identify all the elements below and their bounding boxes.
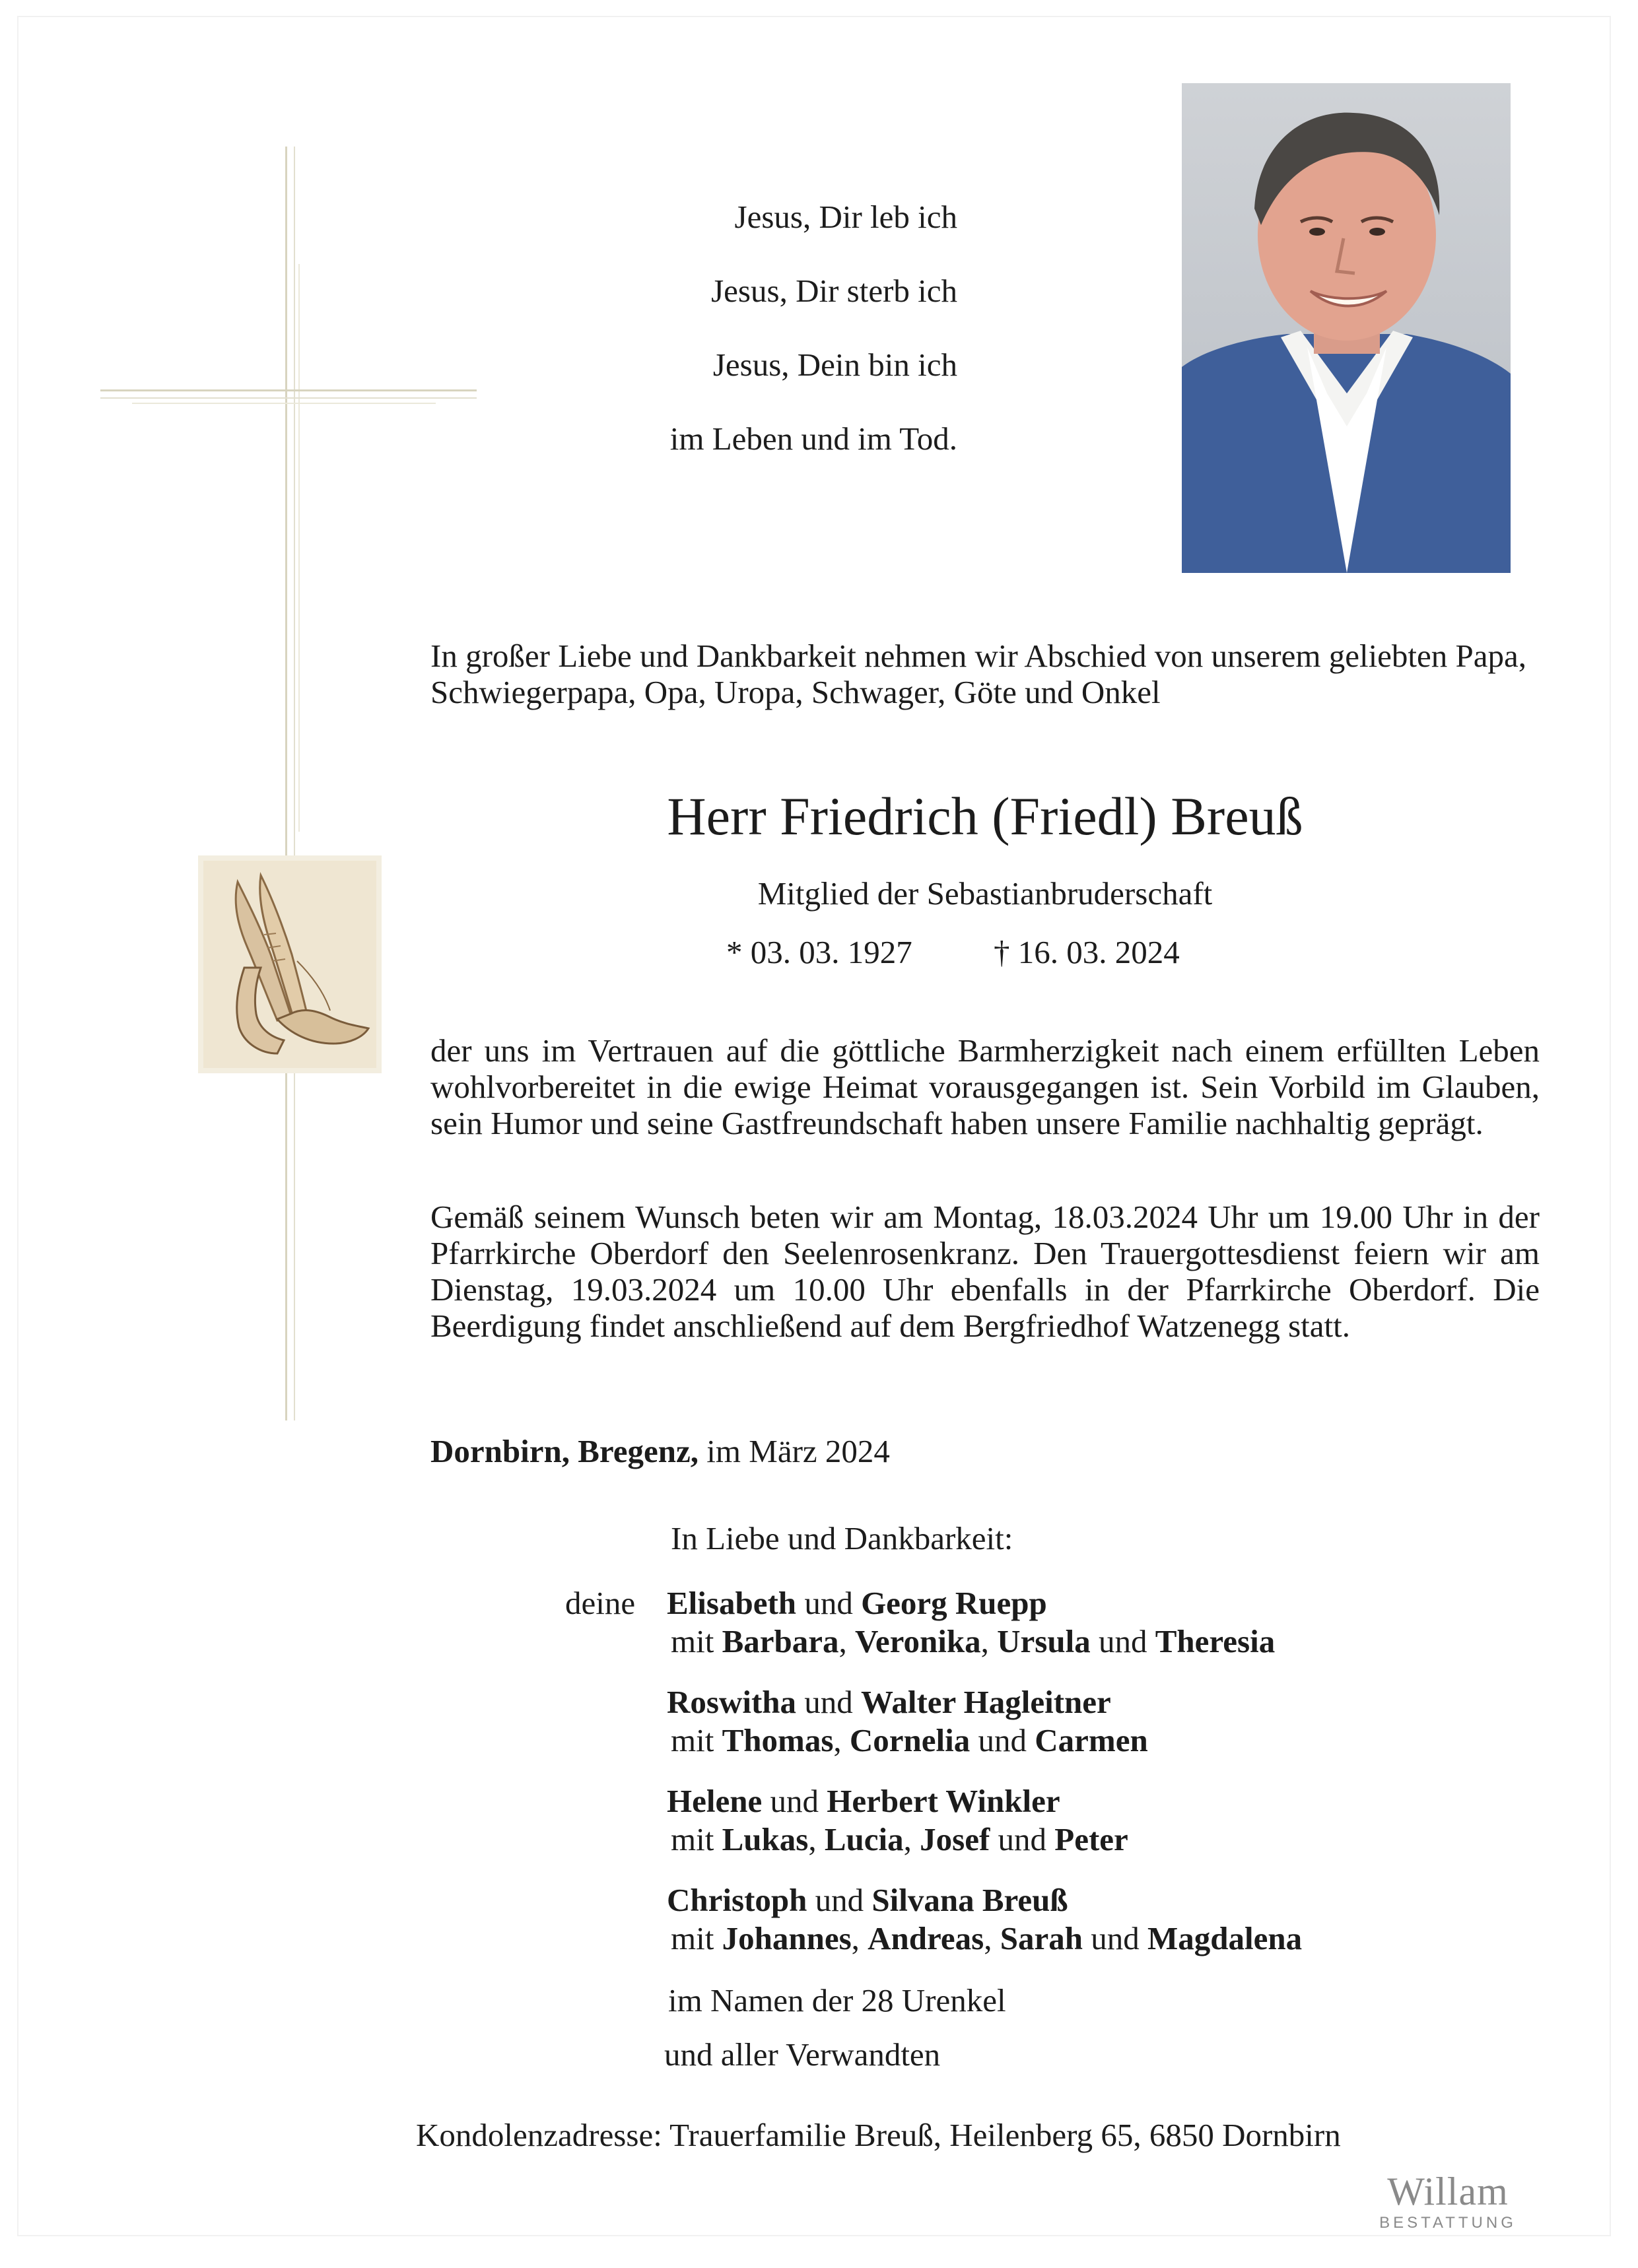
- membership: Mitglied der Sebastianbruderschaft: [757, 875, 1213, 912]
- place-names: Dornbirn, Bregenz,: [430, 1433, 699, 1469]
- cross-vertical-accent: [298, 264, 300, 832]
- verse-line: Jesus, Dir sterb ich: [711, 273, 957, 309]
- family-line: Roswitha und Walter Hagleitner: [667, 1684, 1111, 1720]
- condolence-address: Kondolenzadresse: Trauerfamilie Breuß, Heilenberg 65, 6850 Dornbirn: [416, 2117, 1341, 2153]
- verse-line: Jesus, Dir leb ich: [734, 199, 957, 235]
- children-line: mit Thomas, Cornelia und Carmen: [671, 1722, 1148, 1758]
- praying-hands-icon: [198, 855, 382, 1073]
- portrait-photo: [1182, 83, 1511, 573]
- date-text: im März 2024: [706, 1433, 890, 1469]
- children-line: mit Lukas, Lucia, Josef und Peter: [671, 1821, 1128, 1857]
- funeral-home-logo: [1372, 2172, 1524, 2232]
- closing-line: In Liebe und Dankbarkeit:: [671, 1520, 1013, 1556]
- cross-horizontal-accent: [132, 403, 436, 404]
- logo-name: Willam: [1387, 2170, 1509, 2213]
- paragraph-ceremony: Gemäß seinem Wunsch beten wir am Montag, 18.03.2024 Uhr um 19.00 Uhr in der Pfarrkirche Oberdorf den Seelenrosenkranz. Den Trauergottesdienst feiern wir am Dienstag, 19.03.2024 um 10.00 Uhr ebenfalls in der Pfarrkirche Oberdorf. Die Beerdigung findet anschließend auf dem Bergfriedhof Watzenegg statt.: [430, 1199, 1540, 1344]
- verse-line: im Leben und im Tod.: [669, 420, 957, 457]
- death-date: † 16. 03. 2024: [994, 934, 1180, 970]
- relatives-line: und aller Verwandten: [664, 2036, 941, 2073]
- logo-subtitle: BESTATTUNG: [1379, 2214, 1517, 2232]
- cross-horizontal-bar: [100, 389, 477, 399]
- children-line: mit Johannes, Andreas, Sarah und Magdalena: [671, 1920, 1303, 1956]
- family-line: Helene und Herbert Winkler: [667, 1783, 1060, 1819]
- cross-vertical-bar: [285, 147, 295, 1420]
- place-date: [430, 1432, 890, 1470]
- family-line: Christoph und Silvana Breuß: [667, 1882, 1068, 1918]
- verse-line: Jesus, Dein bin ich: [712, 347, 957, 383]
- deceased-name: Herr Friedrich (Friedl) Breuß: [667, 786, 1303, 846]
- deine-label: deine: [565, 1585, 636, 1621]
- family-line: Elisabeth und Georg Ruepp: [667, 1585, 1047, 1621]
- children-line: mit Barbara, Veronika, Ursula und Theresia: [671, 1623, 1276, 1659]
- grandchildren-line: im Namen der 28 Urenkel: [668, 1982, 1006, 2018]
- intro-paragraph: In großer Liebe und Dankbarkeit nehmen wir Abschied von unserem geliebten Papa, Schwiegerpapa, Opa, Uropa, Schwager, Göte und Onkel: [430, 638, 1527, 710]
- paragraph-life: der uns im Vertrauen auf die göttliche Barmherzigkeit nach einem erfüllten Leben wohlvorbereitet in die ewige Heimat vorausgegangen ist. Sein Vorbild im Glauben, sein Humor und seine Gastfreundschaft haben unsere Familie nachhaltig geprägt.: [430, 1032, 1540, 1141]
- birth-date: * 03. 03. 1927: [726, 934, 912, 970]
